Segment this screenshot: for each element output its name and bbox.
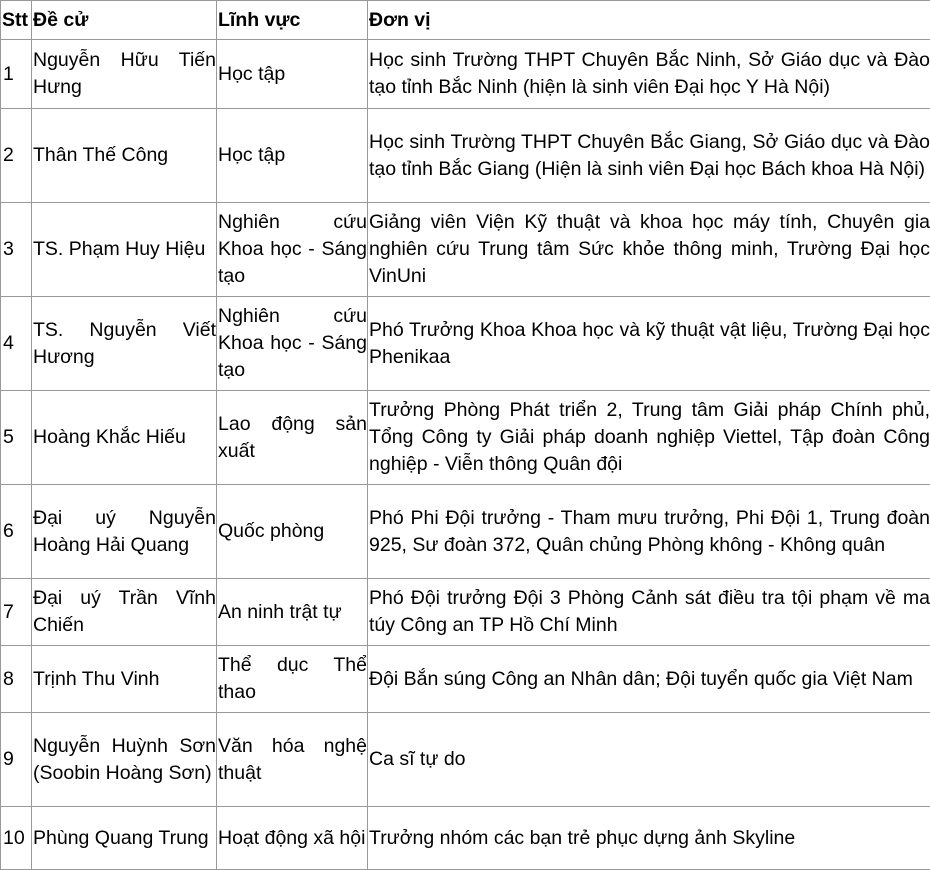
cell-unit: Học sinh Trường THPT Chuyên Bắc Giang, Sở Giáo dục và Đào tạo tỉnh Bắc Giang (Hiện là sinh viên Đại học Bách khoa Hà Nội) <box>368 109 930 203</box>
cell-field: Học tập <box>217 40 368 109</box>
table-row <box>1 646 930 713</box>
cell-stt: 9 <box>1 713 32 807</box>
cell-name: Trịnh Thu Vinh <box>32 646 217 713</box>
table-row <box>1 391 930 485</box>
cell-field: Văn hóa nghệ thuật <box>217 713 368 807</box>
cell-unit: Trưởng Phòng Phát triển 2, Trung tâm Giải pháp Chính phủ, Tổng Công ty Giải pháp doanh nghiệp Viettel, Tập đoàn Công nghiệp - Viễn thông Quân đội <box>368 391 930 485</box>
cell-stt: 6 <box>1 485 32 579</box>
cell-field: Nghiên cứu Khoa học - Sáng tạo <box>217 297 368 391</box>
table-header-row <box>1 1 930 40</box>
cell-field: Quốc phòng <box>217 485 368 579</box>
cell-stt: 10 <box>1 807 32 870</box>
cell-name: Thân Thế Công <box>32 109 217 203</box>
table-row <box>1 297 930 391</box>
table-row <box>1 485 930 579</box>
cell-stt: 1 <box>1 40 32 109</box>
cell-stt: 4 <box>1 297 32 391</box>
cell-field: Lao động sản xuất <box>217 391 368 485</box>
cell-name: Hoàng Khắc Hiếu <box>32 391 217 485</box>
cell-stt: 7 <box>1 579 32 646</box>
header-field: Lĩnh vực <box>217 1 368 40</box>
cell-field: Hoạt động xã hội <box>217 807 368 870</box>
header-unit: Đơn vị <box>368 1 930 40</box>
table-row <box>1 40 930 109</box>
cell-name: TS. Phạm Huy Hiệu <box>32 203 217 297</box>
cell-field: Thể dục Thể thao <box>217 646 368 713</box>
cell-name: Nguyễn Hữu Tiến Hưng <box>32 40 217 109</box>
table-row <box>1 203 930 297</box>
cell-stt: 8 <box>1 646 32 713</box>
cell-name: Phùng Quang Trung <box>32 807 217 870</box>
cell-field: Nghiên cứu Khoa học - Sáng tạo <box>217 203 368 297</box>
cell-unit: Học sinh Trường THPT Chuyên Bắc Ninh, Sở Giáo dục và Đào tạo tỉnh Bắc Ninh (hiện là sinh viên Đại học Y Hà Nội) <box>368 40 930 109</box>
cell-stt: 5 <box>1 391 32 485</box>
cell-field: An ninh trật tự <box>217 579 368 646</box>
cell-unit: Đội Bắn súng Công an Nhân dân; Đội tuyển quốc gia Việt Nam <box>368 646 930 713</box>
cell-name: Đại uý Nguyễn Hoàng Hải Quang <box>32 485 217 579</box>
table-row <box>1 807 930 870</box>
cell-unit: Ca sĩ tự do <box>368 713 930 807</box>
cell-unit: Phó Trưởng Khoa Khoa học và kỹ thuật vật liệu, Trường Đại học Phenikaa <box>368 297 930 391</box>
cell-field: Học tập <box>217 109 368 203</box>
cell-unit: Phó Phi Đội trưởng - Tham mưu trưởng, Phi Đội 1, Trung đoàn 925, Sư đoàn 372, Quân chủng Phòng không - Không quân <box>368 485 930 579</box>
cell-unit: Trưởng nhóm các bạn trẻ phục dựng ảnh Skyline <box>368 807 930 870</box>
cell-unit: Phó Đội trưởng Đội 3 Phòng Cảnh sát điều tra tội phạm về ma túy Công an TP Hồ Chí Minh <box>368 579 930 646</box>
table-row <box>1 713 930 807</box>
cell-name: Đại uý Trần Vĩnh Chiến <box>32 579 217 646</box>
cell-name: TS. Nguyễn Viết Hương <box>32 297 217 391</box>
cell-name: Nguyễn Huỳnh Sơn (Soobin Hoàng Sơn) <box>32 713 217 807</box>
header-name: Đề cử <box>32 1 217 40</box>
cell-stt: 2 <box>1 109 32 203</box>
table-row <box>1 579 930 646</box>
header-stt: Stt <box>1 1 32 40</box>
cell-stt: 3 <box>1 203 32 297</box>
cell-unit: Giảng viên Viện Kỹ thuật và khoa học máy tính, Chuyên gia nghiên cứu Trung tâm Sức khỏe thông minh, Trường Đại học VinUni <box>368 203 930 297</box>
table-row <box>1 109 930 203</box>
